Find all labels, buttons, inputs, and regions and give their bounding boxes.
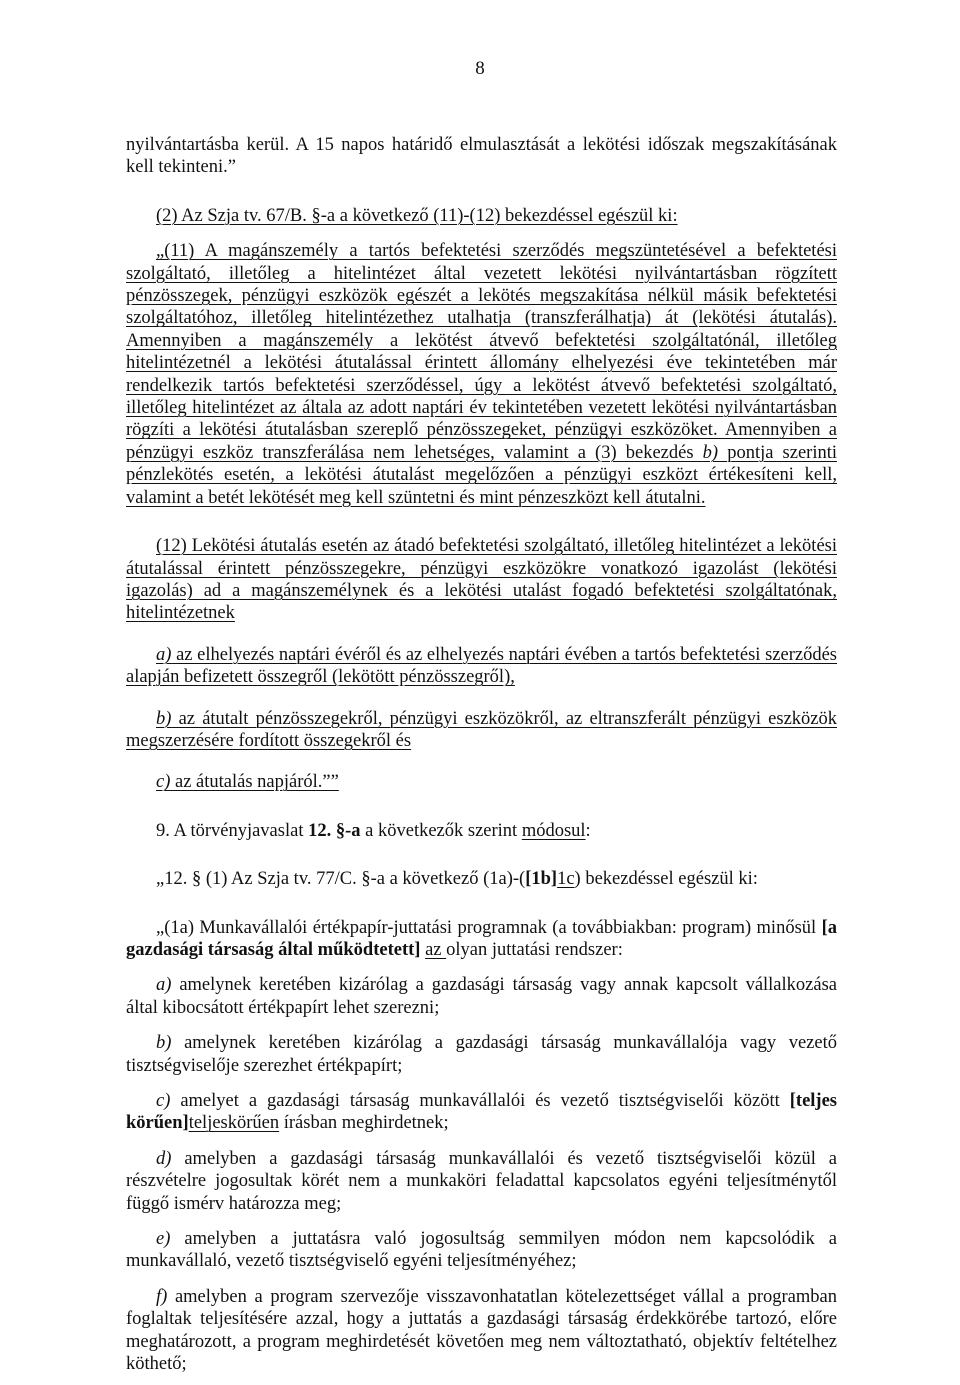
section-12-amend-deleted: [1b] — [525, 869, 558, 890]
paragraph-continuation: nyilvántartásba kerül. A 15 napos határidő elmulasztását a lekötési időszak megszakításának kell tekinteni.” — [126, 135, 837, 178]
condition-d-text: amelyben a gazdasági társaság munkavállalói és vezető tisztségviselői közül a részvételre jogosultak körét nem a munkaköri feladattal kapcsolatos egyéni teljesítménytől függő ismérv határozza meg; — [126, 1148, 837, 1214]
list-item-b-label: b) — [156, 708, 172, 729]
condition-f — [126, 1286, 837, 1376]
paragraph-point-9 — [126, 820, 837, 842]
condition-d-label: d) — [156, 1148, 172, 1169]
condition-d — [126, 1148, 837, 1215]
point-9-section-ref: 12. §-a — [308, 820, 361, 841]
condition-f-text: amelyben a program szervezője visszavonhatatlan kötelezettséget vállal a programban foglaltak teljesítésére azzal, hogy a juttatás a gazdasági társaság érdekkörébe tartozó, előre meghatározott, a program meghirdetését követően meg nem változtatható, objektív feltételhez köthető; — [126, 1286, 837, 1375]
document-body — [126, 134, 837, 1375]
paragraph-1a-text: „(1a) Munkavállalói értékpapír-juttatási programnak (a továbbiakban: program) minősül — [156, 917, 822, 938]
paragraph-section-12-amend — [126, 868, 837, 890]
list-item-a — [126, 644, 837, 689]
paragraph-amendment-intro: (2) Az Szja tv. 67/B. §-a a következő (11)-(12) bekezdéssel egészül ki: — [156, 205, 678, 226]
paragraph-1a-deleted: [a gazdasági társaság által működtetett] — [126, 917, 837, 960]
paragraph-1a-inserted: az — [425, 939, 447, 960]
list-item-b — [126, 708, 837, 753]
condition-c — [126, 1090, 837, 1135]
section-12-amend-text-end: ) bekezdéssel egészül ki: — [574, 869, 758, 890]
condition-c-label: c) — [156, 1091, 171, 1111]
list-item-c-text: az átutalás napjáról.”” — [170, 772, 339, 793]
point-9-modified-word: módosul — [521, 820, 586, 841]
paragraph-section-12: (12) Lekötési átutalás esetén az átadó befektetési szolgáltató, illetőleg hitelintézet a lekötési átutalással érintett pénzösszegekre, pénzügyi eszközökre vonatkozó igazolást (lekötési igazolás) ad a magánszemélynek és a lekötési utalást fogadó befektetési szolgáltatónak, hitelintézetnek — [126, 536, 837, 624]
section-12-amend-text: „12. § (1) Az Szja tv. 77/C. §-a a következő (1a)-( — [156, 869, 526, 890]
condition-b — [126, 1032, 837, 1077]
list-item-c-label: c) — [156, 772, 171, 793]
condition-e-text: amelyben a juttatásra való jogosultság semmilyen módon nem kapcsolódik a munkavállaló, vezető tisztségviselő egyéni teljesítményéhez; — [126, 1229, 837, 1272]
condition-e — [126, 1228, 837, 1273]
section-11-text: „(11) A magánszemély a tartós befektetési szerződés megszüntetésével a befektetési szolgáltató, illetőleg a hitelintézet által vezetett lekötési nyilvántartásban rögzített pénzösszegek, pénzügyi eszközök egészét a lekötés megszakítása nélkül másik befektetési szolgáltatóhoz, illetőleg hitelintézethez utalhatja (transzferálhatja) át (lekötési átutalás). Amennyiben a magánszemély a lekötést átvevő befektetési szolgáltatónál, illetőleg hitelintézetnél a lekötési átutalással érintett állomány elhelyezési éve tekintetében már rendelkezik tartós befektetési szerződéssel, úgy a lekötést átvevő befektetési szolgáltató, illetőleg hitelintézet az általa az adott naptári év tekintetében vezetett lekötési nyilvántartásban rögzíti a lekötési átutalásban szereplő pénzösszegeket, pénzügyi eszközöket. Amennyiben a pénzügyi eszköz transzferálása nem lehetséges, valamint a (3) bekezdés — [126, 241, 837, 463]
paragraph-1a — [126, 917, 837, 962]
section-12-amend-inserted: 1c — [557, 869, 575, 890]
condition-f-label: f) — [156, 1286, 168, 1307]
condition-c-text-end: írásban meghirdetnek; — [279, 1113, 449, 1134]
section-11-text-end: pontja szerinti pénzlekötés esetén, a lekötési átutalást megelőzően a pénzügyi eszközt értékesíteni kell, valamint a betét lekötését meg kell szüntetni és mint pénzeszközt kell átutalni. — [126, 442, 837, 508]
condition-b-text: amelynek keretében kizárólag a gazdasági társaság munkavállalója vagy vezető tisztségviselője szerezhet értékpapírt; — [126, 1033, 837, 1076]
condition-c-text: amelyet a gazdasági társaság munkavállalói és vezető tisztségviselői között — [170, 1091, 790, 1111]
paragraph-1a-text-end: olyan juttatási rendszer: — [446, 939, 623, 960]
list-item-a-label: a) — [156, 644, 172, 665]
list-item-a-text: az elhelyezés naptári évéről és az elhelyezés naptári évében a tartós befektetési szerződés alapján befizetett összegről (lekötött pénzösszegről), — [126, 644, 837, 688]
list-item-b-text: az átutalt pénzösszegekről, pénzügyi eszközökről, az eltranszferált pénzügyi eszközök megszerzésére fordított összegekről és — [126, 708, 837, 751]
condition-c-deleted: [teljes körűen] — [126, 1091, 837, 1134]
page-number: 8 — [475, 58, 485, 79]
section-11-point-ref: b) — [702, 442, 719, 463]
condition-a-label: a) — [156, 975, 172, 996]
condition-c-inserted: teljeskörűen — [188, 1113, 280, 1134]
condition-b-label: b) — [156, 1033, 172, 1054]
condition-e-label: e) — [156, 1229, 171, 1250]
point-9-text-mid: a következők szerint — [360, 820, 522, 841]
condition-a — [126, 974, 837, 1019]
condition-a-text: amelynek keretében kizárólag a gazdasági társaság vagy annak kapcsolt vállalkozása által kibocsátott értékpapírt lehet szerezni; — [126, 975, 837, 1018]
list-item-c — [126, 771, 837, 793]
paragraph-section-11 — [126, 240, 837, 509]
point-9-colon: : — [585, 820, 591, 841]
point-9-text: 9. A törvényjavaslat — [156, 820, 309, 841]
